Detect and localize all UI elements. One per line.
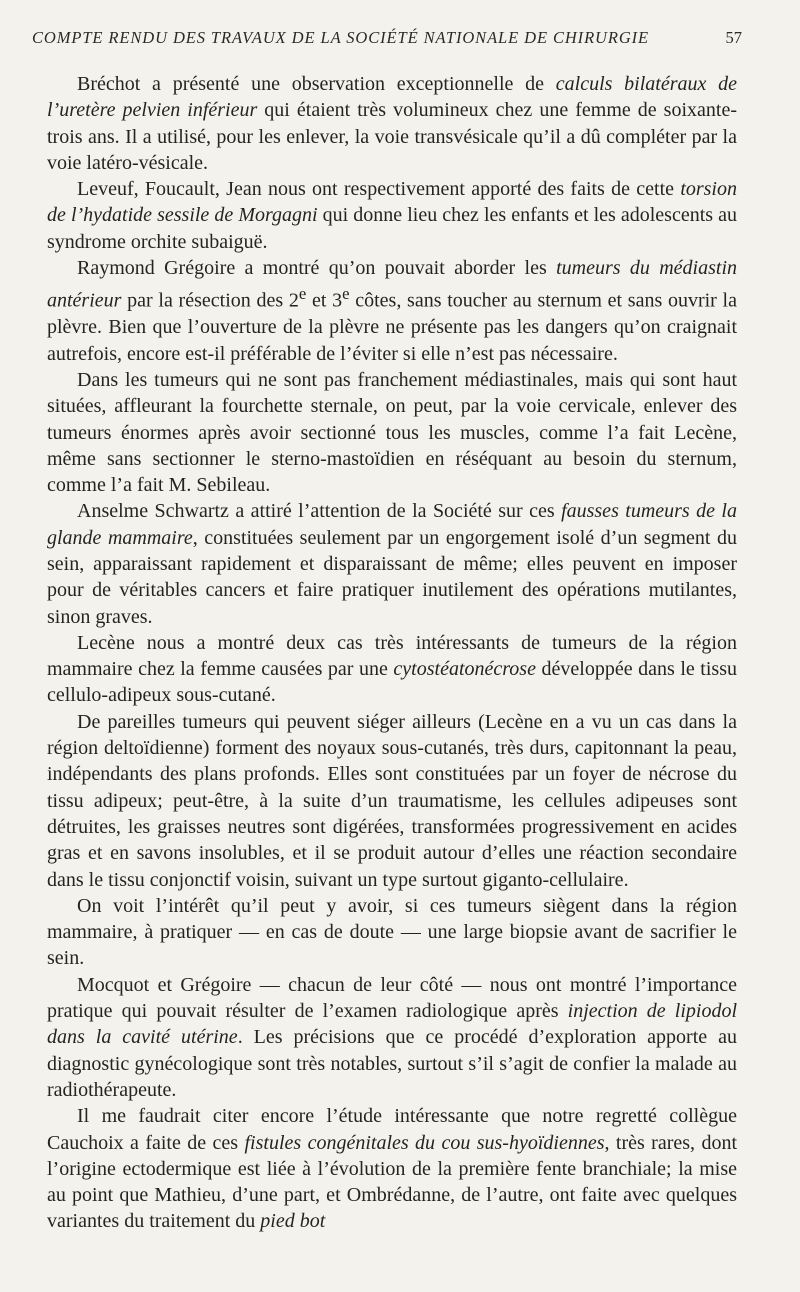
paragraph-text: développée dans le tissu cellulo-adipeux sous-cutané.	[47, 658, 737, 707]
paragraph-text: . Les précisions que ce procédé d’exploration apporte au diagnostic gynécologique sont très notables, surtout s’il s’agit de confier la malade au radiothérapeute.	[47, 1026, 738, 1101]
paragraph-fausses-tumeurs	[47, 498, 737, 629]
italic-term: injection de lipiodol dans la cavité utérine	[47, 1000, 737, 1049]
italic-term: fausses tumeurs de la glande mammaire	[47, 500, 737, 549]
paragraph-calculs	[47, 71, 737, 176]
paragraph-text: Il me faudrait citer encore l’étude intéressante que notre regretté collègue Cauchoix a faite de ces	[47, 1105, 737, 1154]
paragraph-fistules	[47, 1103, 737, 1234]
paragraph-lipiodol	[47, 972, 737, 1103]
paragraph-text: Anselme Schwartz a attiré l’attention de la Société sur ces	[77, 500, 562, 523]
paragraph-mediastin	[47, 255, 737, 367]
paragraph-text: Dans les tumeurs qui ne sont pas franchement médiastinales, mais qui sont haut situées, affleurant la fourchette sternale, on peut, par la voie cervicale, enlever des tumeurs énormes après avoir sectionné tous les muscles, comme l’a fait Lecène, même sans sectionner le sterno-mastoïdien en réséquant au besoin du sternum, comme l’a fait M. Sebileau.	[47, 368, 737, 497]
superscript: e	[298, 284, 307, 304]
paragraph-text: qui étaient très volumineux chez une femme de soixante-trois ans. Il a utilisé, pour les enlever, la voie transvésicale qu’il a dû compléter par la voie latéro-vésicale.	[47, 99, 737, 174]
superscript: e	[342, 284, 350, 304]
paragraph-cytosteatonecrose	[47, 630, 737, 709]
paragraph-text: par la résection des 2	[121, 290, 299, 313]
paragraph-text: , constituées seulement par un engorgement isolé d’un segment du sein, apparaissant rapidement et disparaissant de même; elles peuvent en imposer pour de véritables cancers et faire pratiquer inutilement des opérations mutilantes, sinon graves.	[47, 526, 737, 628]
italic-term: cytostéatonécrose	[393, 658, 536, 681]
page-number: 57	[725, 28, 742, 47]
paragraph-text: Mocquot et Grégoire — chacun de leur côté — nous ont montré l’importance pratique qui pouvait résulter de l’examen radiologique après	[47, 973, 737, 1023]
body-text	[47, 71, 737, 1235]
paragraph-text: Lecène nous a montré deux cas très intéressants de tumeurs de la région mammaire chez la femme causées par une	[47, 631, 737, 681]
running-header-title: COMPTE RENDU DES TRAVAUX DE LA SOCIÉTÉ NATIONALE DE CHIRURGIE	[32, 28, 650, 47]
paragraph-text: Bréchot a présenté une observation exceptionnelle de	[77, 73, 556, 95]
paragraph-text: Raymond Grégoire a montré qu’on pouvait aborder les	[77, 257, 557, 280]
paragraph-text: , très rares, dont l’origine ectodermique est liée à l’évolution de la première fente branchiale; la mise au point que Mathieu, d’une part, et Ombrédanne, de l’autre, ont faite avec quelques variantes du traitement du	[47, 1131, 738, 1233]
paragraph-text: côtes, sans toucher au sternum et sans ouvrir la plèvre. Bien que l’ouverture de la plèvre ne présente pas les dangers qu’on craignait autrefois, encore est-il préférable de l’éviter si elle n’est pas nécessaire.	[47, 290, 737, 365]
italic-term: calculs bilatéraux de l’uretère pelvien inférieur	[47, 73, 738, 122]
paragraph-cervicale	[47, 367, 737, 498]
paragraph-pareilles-tumeurs	[47, 709, 737, 893]
italic-term: torsion de l’hydatide sessile de Morgagni	[47, 178, 737, 227]
italic-term: pied bot	[260, 1210, 326, 1233]
paragraph-biopsie	[47, 893, 737, 972]
paragraph-text: qui donne lieu chez les enfants et les adolescents au syndrome orchite subaiguë.	[47, 204, 738, 253]
running-header	[32, 28, 742, 48]
italic-term: fistules congénitales du cou sus-hyoïdiennes	[244, 1131, 605, 1154]
paragraph-torsion	[47, 176, 737, 255]
italic-term: tumeurs du médiastin antérieur	[47, 257, 738, 313]
paragraph-text: De pareilles tumeurs qui peuvent siéger ailleurs (Lecène en a vu un cas dans la région deltoïdienne) forment des noyaux sous-cutanés, très durs, capitonnant la peau, indépendants des plans profonds. Elles sont constituées par un foyer de nécrose du tissu adipeux; peut-être, à la suite d’un traumatisme, les cellules adipeuses sont détruites, les graisses neutres sont digérées, transformées progressivement en acides gras et en savons insolubles, et il se produit autour d’elles une réaction secondaire dans le tissu conjonctif voisin, suivant un type surtout giganto-cellulaire.	[47, 710, 737, 891]
paragraph-text: On voit l’intérêt qu’il peut y avoir, si ces tumeurs siègent dans la région mammaire, à pratiquer — en cas de doute — une large biopsie avant de sacrifier le sein.	[47, 894, 737, 970]
paragraph-text: et 3	[306, 290, 343, 313]
paragraph-text: Leveuf, Foucault, Jean nous ont respectivement apporté des faits de cette	[77, 178, 681, 201]
